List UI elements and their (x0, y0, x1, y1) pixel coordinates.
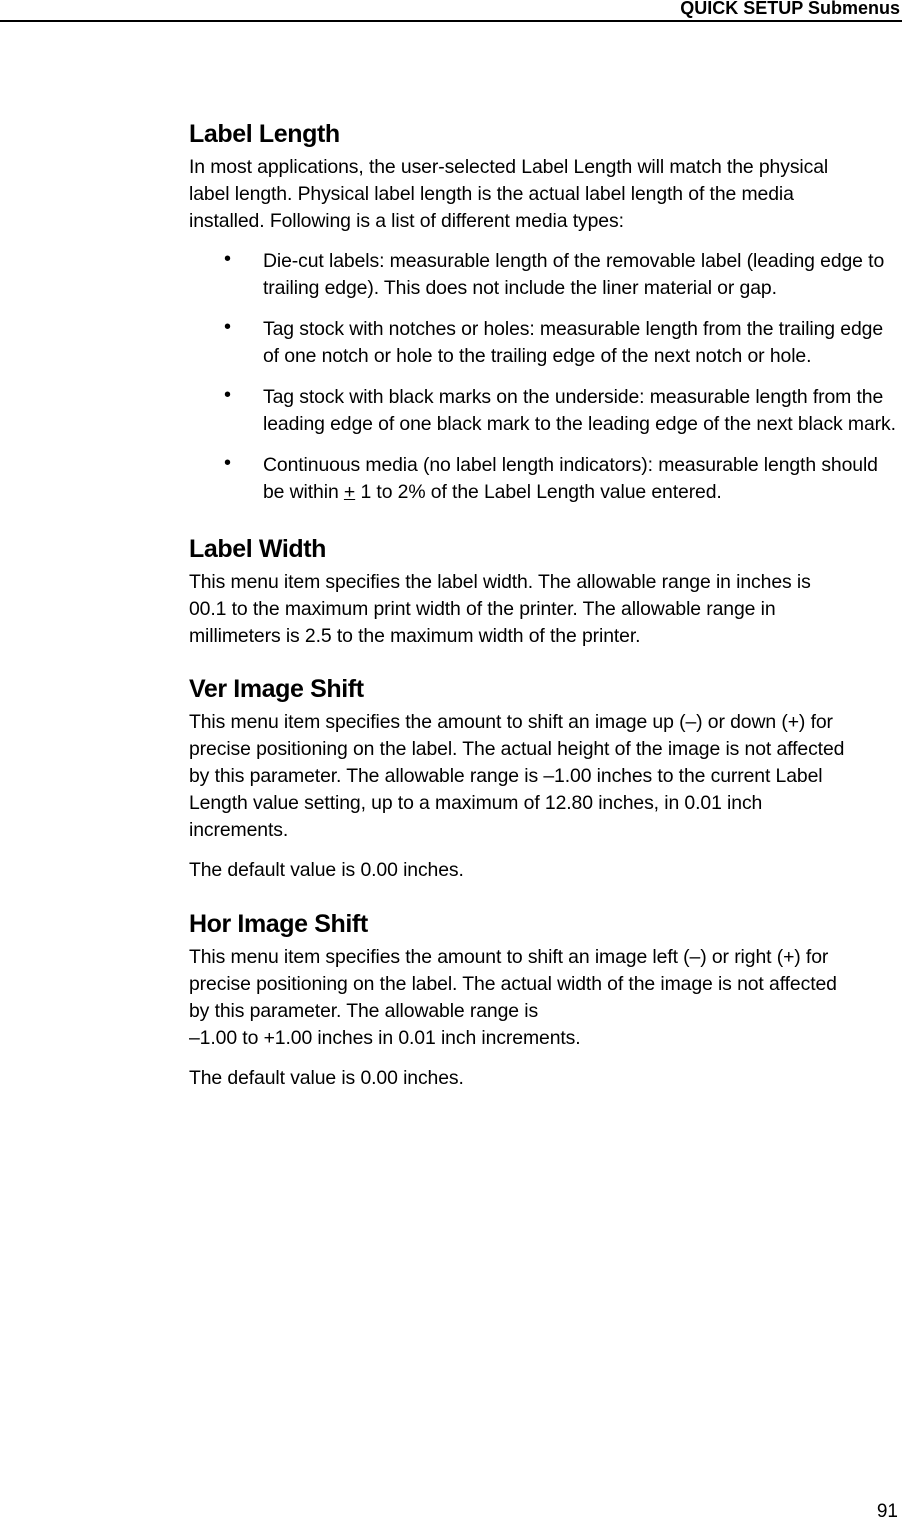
ver-image-shift-default: The default value is 0.00 inches. (189, 859, 464, 881)
list-item-text: Die-cut labels: measurable length of the removable label (leading edge to trailing edge). This does not include the liner material or gap. (263, 250, 885, 299)
list-item-text: Tag stock with notches or holes: measurable length from the trailing edge of one notch or hole to the trailing edge of the next notch or hole. (263, 318, 884, 367)
bullet-icon: • (224, 316, 231, 338)
hor-image-shift-default: The default value is 0.00 inches. (189, 1067, 464, 1089)
section-label-length (189, 118, 901, 506)
list-item (189, 384, 901, 438)
bullet-icon: • (224, 248, 231, 270)
list-item-text: Tag stock with black marks on the underside: measurable length from the leading edge of one black mark to the leading edge of the next black mark. (263, 386, 896, 435)
label-width-heading: Label Width (189, 535, 327, 563)
label-width-body: This menu item specifies the label width. The allowable range in inches is 00.1 to the maximum print width of the printer. The allowable range in millimeters is 2.5 to the maximum width of the printer. (189, 571, 811, 647)
page-content (189, 118, 901, 1105)
list-item (189, 452, 901, 506)
page-number: 91 (876, 1501, 898, 1522)
running-header-title: QUICK SETUP Submenus (680, 0, 900, 18)
section-ver-image-shift (189, 673, 901, 884)
ver-image-shift-heading: Ver Image Shift (189, 675, 364, 703)
media-types-list (189, 248, 901, 506)
hor-image-shift-heading: Hor Image Shift (189, 910, 368, 938)
running-header (0, 0, 902, 22)
label-length-heading: Label Length (189, 120, 340, 148)
plus-minus-symbol: + (343, 481, 356, 503)
ver-image-shift-body: This menu item specifies the amount to shift an image up (–) or down (+) for precise positioning on the label. The actual height of the image is not affected by this parameter. The allowable range is –1.00 inches to the current Label Length value setting, up to a maximum of 12.80 inches, in 0.01 inch increments. (189, 711, 845, 841)
section-label-width (189, 533, 901, 650)
bullet-icon: • (224, 384, 231, 406)
list-item (189, 316, 901, 370)
list-item-text-before: Continuous media (no label length indicators): measurable length should be within (263, 454, 878, 503)
hor-image-shift-body: This menu item specifies the amount to shift an image left (–) or right (+) for precise positioning on the label. The actual width of the image is not affected by this parameter. The allowable range is –1.00 to +1.00 inches in 0.01 inch increments. (189, 946, 837, 1049)
list-item (189, 248, 901, 302)
label-length-intro: In most applications, the user-selected Label Length will match the physical label length. Physical label length is the actual label length of the media installed. Following is a list of different media types: (189, 156, 829, 232)
section-hor-image-shift (189, 908, 901, 1092)
bullet-icon: • (224, 452, 231, 474)
list-item-text-after: 1 to 2% of the Label Length value entered. (355, 481, 722, 503)
